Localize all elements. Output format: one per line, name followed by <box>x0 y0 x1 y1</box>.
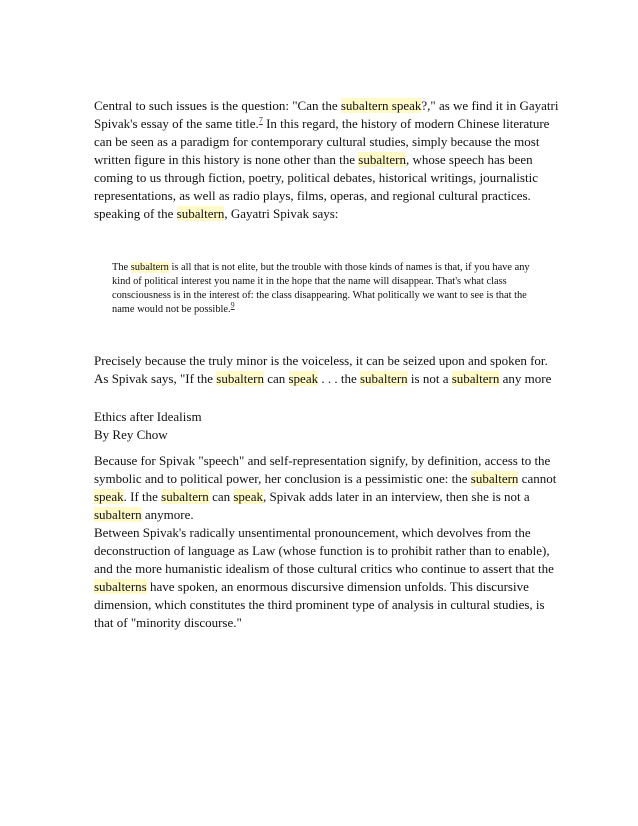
highlighted-term: subaltern <box>161 489 209 504</box>
para-subaltern-question <box>94 97 564 205</box>
highlighted-term: subaltern <box>94 507 142 522</box>
para-source <box>94 408 564 444</box>
text-segment: The <box>112 262 131 273</box>
text-segment: Ethics after Idealism <box>94 409 202 424</box>
highlighted-term: subaltern speak <box>340 98 422 113</box>
footnote-link[interactable]: 9 <box>230 300 235 310</box>
text-segment: can <box>208 489 234 504</box>
highlighted-term: subaltern <box>360 371 408 386</box>
text-segment: any more <box>499 371 552 386</box>
text-segment: Central to such issues is the question: "Can the <box>94 98 341 113</box>
para-speaking-of <box>94 205 564 223</box>
text-segment: ?," as we find it in Gayatri Spivak's essay of the same title. <box>94 98 559 131</box>
text-segment: have spoken, an enormous discursive dimension unfolds. This discursive dimension, which constitutes the third prominent type of analysis in cultural studies, is that of "minority discourse." <box>94 579 545 630</box>
highlighted-term: subaltern <box>451 371 500 386</box>
text-segment: Precisely because the truly minor is the voiceless, it can be seized upon and spoken for. As Spivak says, "If the <box>94 353 548 386</box>
footnote-link[interactable]: 7 <box>258 115 263 125</box>
text-segment: . If the <box>123 489 162 504</box>
highlighted-term: subaltern <box>358 152 406 167</box>
highlighted-term: subaltern <box>470 471 519 486</box>
para-truly-minor <box>94 352 564 388</box>
text-segment: is all that is not elite, but the trouble with those kinds of names is that, if you have any kind of political interest you name it in the hope that the name will disappear. That's what class consciousness is in the interest of: the class disappearing. What politically we want to see is that the name would not be possible. <box>112 262 530 315</box>
text-segment: cannot <box>518 471 557 486</box>
text-segment: Because for Spivak "speech" and self-representation signify, by definition, access to the symbolic and to political power, her conclusion is a pessimistic one: the <box>94 453 551 486</box>
highlighted-term: speak <box>94 489 124 504</box>
text-segment: can <box>263 371 289 386</box>
para-because-for-spivak <box>94 452 564 632</box>
text-segment: Between Spivak's radically unsentimental pronouncement, which devolves from the deconstruction of language as Law (whose function is to prohibit rather than to enable), and the more humanistic idealism of those cultural critics who continue to assert that the <box>94 525 554 576</box>
highlighted-term: subaltern <box>130 262 169 273</box>
text-segment: , whose speech has been coming to us through fiction, poetry, political debates, historical writings, journalistic representations, as well as radio plays, films, operas, and regional cultural practices. <box>94 152 538 203</box>
text-segment: In this regard, the history of modern Chinese literature can be seen as a paradigm for contemporary cultural studies, simply because the most written figure in this history is none other than the <box>94 116 550 167</box>
block-quote <box>112 261 542 317</box>
highlighted-term: subaltern <box>216 371 264 386</box>
text-segment: is not a <box>407 371 452 386</box>
highlighted-term: subaltern <box>176 206 225 221</box>
text-segment: . . . the <box>318 371 360 386</box>
highlighted-term: subalterns <box>94 579 147 594</box>
text-segment: , Spivak adds later in an interview, then she is not a <box>262 489 530 504</box>
text-segment: speaking of the <box>94 206 177 221</box>
highlighted-term: speak <box>288 371 319 386</box>
text-segment: By Rey Chow <box>94 427 168 442</box>
text-segment: , Gayatri Spivak says: <box>224 206 339 221</box>
text-segment: anymore. <box>141 507 194 522</box>
highlighted-term: speak <box>233 489 263 504</box>
